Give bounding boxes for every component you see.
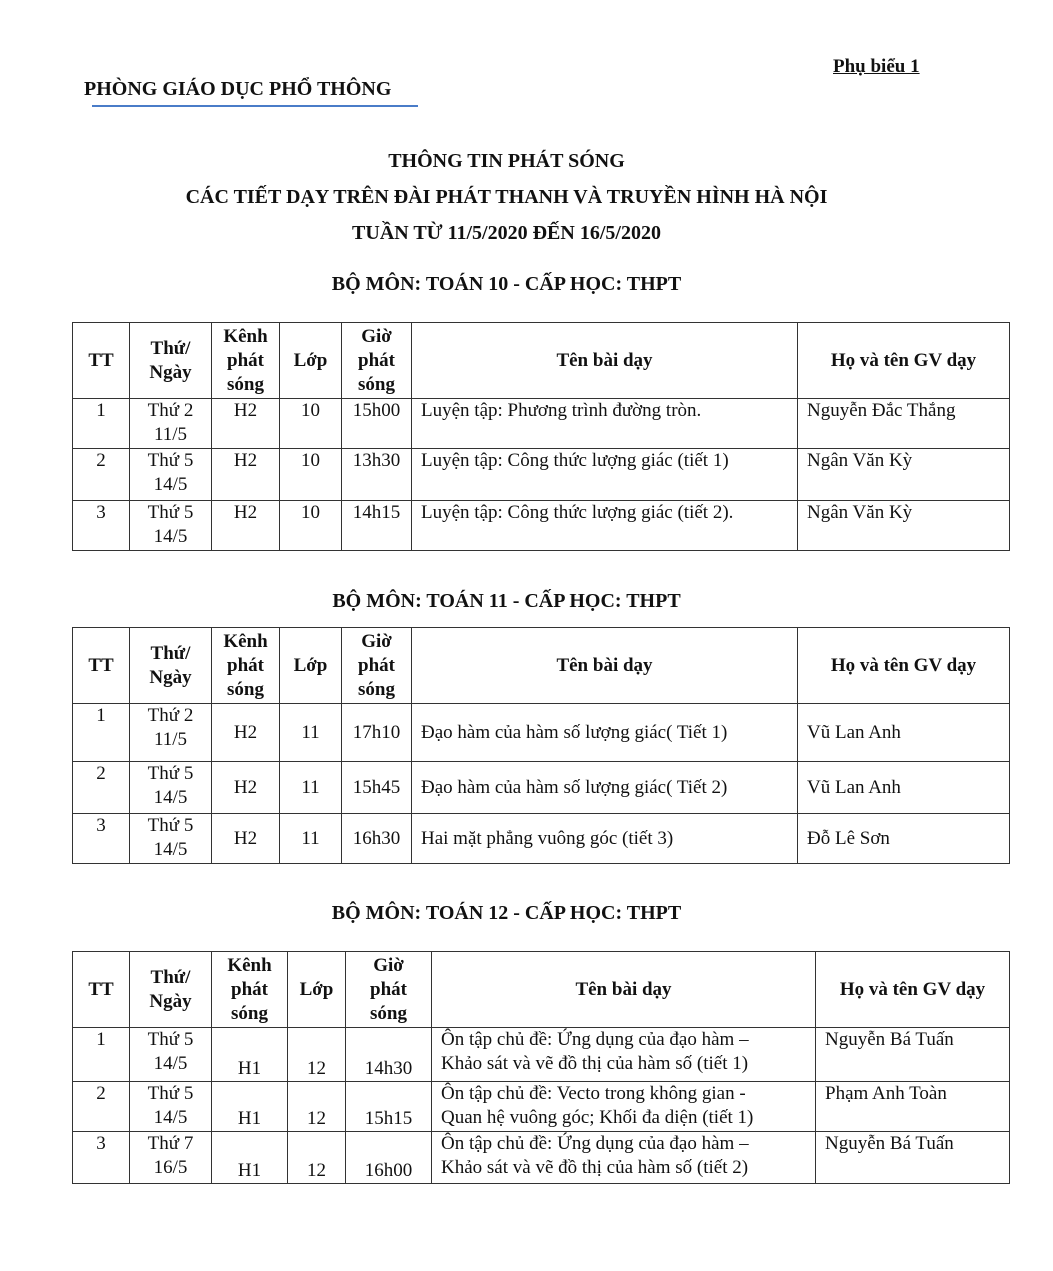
cell-channel: H2 [212,704,280,762]
cell-day: Thứ 5 14/5 [130,449,212,501]
cell-day: Thứ 7 16/5 [130,1132,212,1184]
cell-tt: 3 [73,501,130,551]
table-row [73,399,1010,449]
cell-tt: 3 [73,1132,130,1184]
cell-tt: 3 [73,814,130,864]
cell-day: Thứ 2 11/5 [130,704,212,762]
header-lesson: Tên bài dạy [412,628,798,704]
cell-class: 12 [288,1028,346,1082]
document-subtitle: CÁC TIẾT DẠY TRÊN ĐÀI PHÁT THANH VÀ TRUYỀN HÌNH HÀ NỘI [185,186,828,208]
cell-time: 14h30 [346,1028,432,1082]
header-day: Thứ/ Ngày [130,628,212,704]
header-day: Thứ/ Ngày [130,323,212,399]
cell-channel: H1 [212,1082,288,1132]
cell-tt: 2 [73,762,130,814]
subject-heading-math11: BỘ MÔN: TOÁN 11 - CẤP HỌC: THPT [332,590,681,612]
header-lesson: Tên bài dạy [412,323,798,399]
subject-heading-math12: BỘ MÔN: TOÁN 12 - CẤP HỌC: THPT [331,902,682,924]
cell-day: Thứ 2 11/5 [130,399,212,449]
cell-teacher: Nguyễn Bá Tuấn [816,1028,1010,1082]
cell-teacher: Phạm Anh Toàn [816,1082,1010,1132]
cell-teacher: Đỗ Lê Sơn [798,814,1010,864]
cell-lesson: Hai mặt phẳng vuông góc (tiết 3) [412,814,798,864]
cell-class: 10 [280,501,342,551]
header-teacher: Họ và tên GV dạy [798,628,1010,704]
department-underline [92,105,418,107]
cell-lesson: Đạo hàm của hàm số lượng giác( Tiết 2) [412,762,798,814]
table-row [73,762,1010,814]
department-name: PHÒNG GIÁO DỤC PHỔ THÔNG [84,78,392,100]
cell-teacher: Nguyễn Bá Tuấn [816,1132,1010,1184]
header-time: Giờ phát sóng [342,323,412,399]
cell-lesson: Ôn tập chủ đề: Ứng dụng của đạo hàm – Khảo sát và vẽ đồ thị của hàm số (tiết 1) [432,1028,816,1082]
header-channel: Kênh phát sóng [212,628,280,704]
header-time: Giờ phát sóng [346,952,432,1028]
cell-teacher: Ngân Văn Kỳ [798,449,1010,501]
cell-tt: 1 [73,399,130,449]
header-class: Lớp [280,323,342,399]
header-channel: Kênh phát sóng [212,952,288,1028]
cell-time: 14h15 [342,501,412,551]
cell-lesson: Luyện tập: Công thức lượng giác (tiết 1) [412,449,798,501]
cell-tt: 1 [73,704,130,762]
cell-lesson: Ôn tập chủ đề: Vecto trong không gian - Quan hệ vuông góc; Khối đa diện (tiết 1) [432,1082,816,1132]
cell-day: Thứ 5 14/5 [130,1082,212,1132]
cell-tt: 2 [73,449,130,501]
cell-channel: H1 [212,1028,288,1082]
table-row [73,449,1010,501]
cell-time: 17h10 [342,704,412,762]
header-time: Giờ phát sóng [342,628,412,704]
header-tt: TT [73,952,130,1028]
cell-class: 10 [280,449,342,501]
schedule-table-math11 [72,627,1010,864]
document-week: TUẦN TỪ 11/5/2020 ĐẾN 16/5/2020 [352,222,661,244]
table-row [73,1028,1010,1082]
cell-time: 16h30 [342,814,412,864]
cell-teacher: Vũ Lan Anh [798,704,1010,762]
cell-channel: H2 [212,399,280,449]
cell-channel: H2 [212,449,280,501]
cell-lesson: Luyện tập: Công thức lượng giác (tiết 2). [412,501,798,551]
cell-channel: H2 [212,762,280,814]
header-teacher: Họ và tên GV dạy [816,952,1010,1028]
header-class: Lớp [280,628,342,704]
appendix-label: Phụ biểu 1 [833,56,920,77]
cell-day: Thứ 5 14/5 [130,814,212,864]
cell-day: Thứ 5 14/5 [130,762,212,814]
cell-channel: H2 [212,814,280,864]
cell-day: Thứ 5 14/5 [130,501,212,551]
header-tt: TT [73,628,130,704]
header-class: Lớp [288,952,346,1028]
cell-tt: 2 [73,1082,130,1132]
table-header-row [73,952,1010,1028]
cell-time: 13h30 [342,449,412,501]
cell-lesson: Ôn tập chủ đề: Ứng dụng của đạo hàm – Khảo sát và vẽ đồ thị của hàm số (tiết 2) [432,1132,816,1184]
cell-time: 15h00 [342,399,412,449]
schedule-table-math12 [72,951,1010,1184]
subject-heading-math10: BỘ MÔN: TOÁN 10 - CẤP HỌC: THPT [331,273,682,295]
cell-channel: H1 [212,1132,288,1184]
cell-teacher: Vũ Lan Anh [798,762,1010,814]
cell-time: 15h45 [342,762,412,814]
cell-teacher: Ngân Văn Kỳ [798,501,1010,551]
cell-class: 11 [280,762,342,814]
cell-class: 11 [280,704,342,762]
cell-class: 12 [288,1132,346,1184]
cell-class: 10 [280,399,342,449]
cell-class: 12 [288,1082,346,1132]
header-teacher: Họ và tên GV dạy [798,323,1010,399]
table-row [73,1082,1010,1132]
table-header-row [73,323,1010,399]
document-title: THÔNG TIN PHÁT SÓNG [388,150,625,172]
schedule-table-math10 [72,322,1010,551]
header-day: Thứ/ Ngày [130,952,212,1028]
header-lesson: Tên bài dạy [432,952,816,1028]
cell-time: 16h00 [346,1132,432,1184]
cell-teacher: Nguyễn Đắc Thắng [798,399,1010,449]
table-row [73,501,1010,551]
table-row [73,704,1010,762]
header-tt: TT [73,323,130,399]
cell-time: 15h15 [346,1082,432,1132]
cell-lesson: Đạo hàm của hàm số lượng giác( Tiết 1) [412,704,798,762]
cell-class: 11 [280,814,342,864]
table-header-row [73,628,1010,704]
cell-tt: 1 [73,1028,130,1082]
header-channel: Kênh phát sóng [212,323,280,399]
table-row [73,814,1010,864]
cell-day: Thứ 5 14/5 [130,1028,212,1082]
table-row [73,1132,1010,1184]
cell-lesson: Luyện tập: Phương trình đường tròn. [412,399,798,449]
cell-channel: H2 [212,501,280,551]
